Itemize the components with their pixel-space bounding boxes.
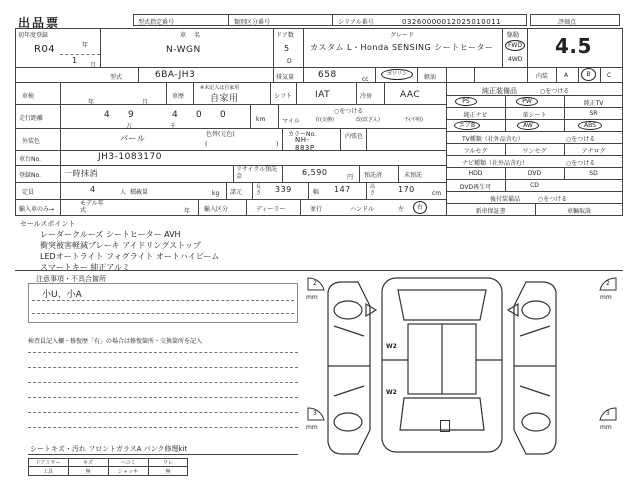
- use-value: 自家用: [210, 94, 239, 104]
- equip-navi: 純正ナビ: [463, 112, 488, 119]
- fuel-gas-circle: ガソリン: [381, 69, 413, 80]
- interior-grade-b: B: [581, 68, 596, 81]
- width-value: 147: [334, 185, 351, 194]
- mileage-digit-5: 0: [220, 110, 227, 120]
- equip-leather: 革シート: [522, 112, 547, 119]
- drive-fwd-circle: FWD: [505, 40, 525, 51]
- score-label: 評価点: [558, 19, 577, 26]
- score-value: 4.5: [555, 34, 592, 58]
- reg-value: 一時抹消: [64, 169, 98, 178]
- year-value: R04: [34, 44, 56, 55]
- equip-title: 純正装備品: [482, 87, 517, 95]
- notes-text: 小U、小A: [42, 290, 82, 300]
- header-box: [133, 14, 527, 26]
- repair-title: 検査員記入欄・修復歴「有」の場合は修復箇所・交換箇所を記入: [28, 338, 203, 345]
- door-value: 5: [284, 44, 290, 53]
- mileage-digit-3: 4: [172, 110, 179, 120]
- sales-line-1: レーダークルーズ シートヒーター AVH: [40, 230, 181, 239]
- cap-value: 4: [90, 185, 96, 194]
- serial-value: 03260000012025010011: [402, 18, 502, 26]
- month-value: 1: [72, 56, 78, 65]
- equip-sr: SR: [589, 110, 598, 117]
- name-value: N-WGN: [166, 45, 201, 55]
- cc-value: 658: [318, 70, 337, 80]
- shift-value: IAT: [315, 90, 331, 100]
- mileage-digit-4: 0: [196, 110, 203, 120]
- grade-value: カスタム L・Honda SENSING シートヒーター: [310, 43, 494, 52]
- equip-airbag: エアB: [454, 121, 480, 130]
- bottom-note: シートキズ・汚れ フロントガラスA パンク修理kit: [30, 445, 188, 453]
- equip-tv: 純正TV: [583, 100, 604, 107]
- year-label: 初年度登録: [18, 32, 49, 39]
- interior-grade-c: C: [607, 72, 612, 79]
- equip-pw: PW: [516, 97, 538, 106]
- mileage-digit-1: 4: [104, 110, 111, 120]
- equip-ps: PS: [455, 97, 477, 106]
- interior-grade-a: A: [564, 72, 569, 79]
- color-value: パール: [120, 134, 146, 143]
- chassis-value: JH3-1083170: [98, 152, 162, 162]
- serial-label: シリアル番号: [338, 19, 374, 26]
- notes-title: 注意事項・不具合箇所: [36, 275, 106, 283]
- car-bottom-center-mark: [440, 420, 450, 432]
- model-value: 6BA-JH3: [155, 70, 196, 80]
- sales-line-2: 衝突被害軽減ブレーキ アイドリングストップ: [40, 241, 202, 250]
- length-value: 339: [275, 185, 292, 194]
- sales-point-title: セールスポイント: [20, 220, 76, 228]
- height-value: 170: [398, 185, 415, 194]
- sales-line-4: スマートキー 純正アルミ: [40, 263, 131, 272]
- damage-mark-w2-upper: W2: [386, 343, 397, 350]
- handle-right-circle: 右: [413, 201, 427, 214]
- grade-label: グレード: [390, 32, 415, 39]
- ac-value: AAC: [400, 90, 421, 100]
- sales-line-3: LEDオートライト フォグライト オートハイビーム: [40, 252, 220, 261]
- damage-mark-w2-lower: W2: [386, 389, 397, 396]
- equip-abs: ABS: [578, 121, 602, 130]
- document-title: 出品票: [18, 16, 61, 30]
- recycle-value: 6,590: [302, 168, 328, 177]
- name-label: 車名: [180, 32, 209, 39]
- mileage-digit-2: 9: [128, 110, 135, 120]
- colorno-value: NH-883P: [295, 136, 315, 152]
- car-diagram: [320, 270, 610, 470]
- equip-aw: AW: [517, 121, 539, 130]
- class-label: 類別区分番号: [234, 19, 271, 26]
- cert-label: 型式指定番号: [138, 19, 175, 26]
